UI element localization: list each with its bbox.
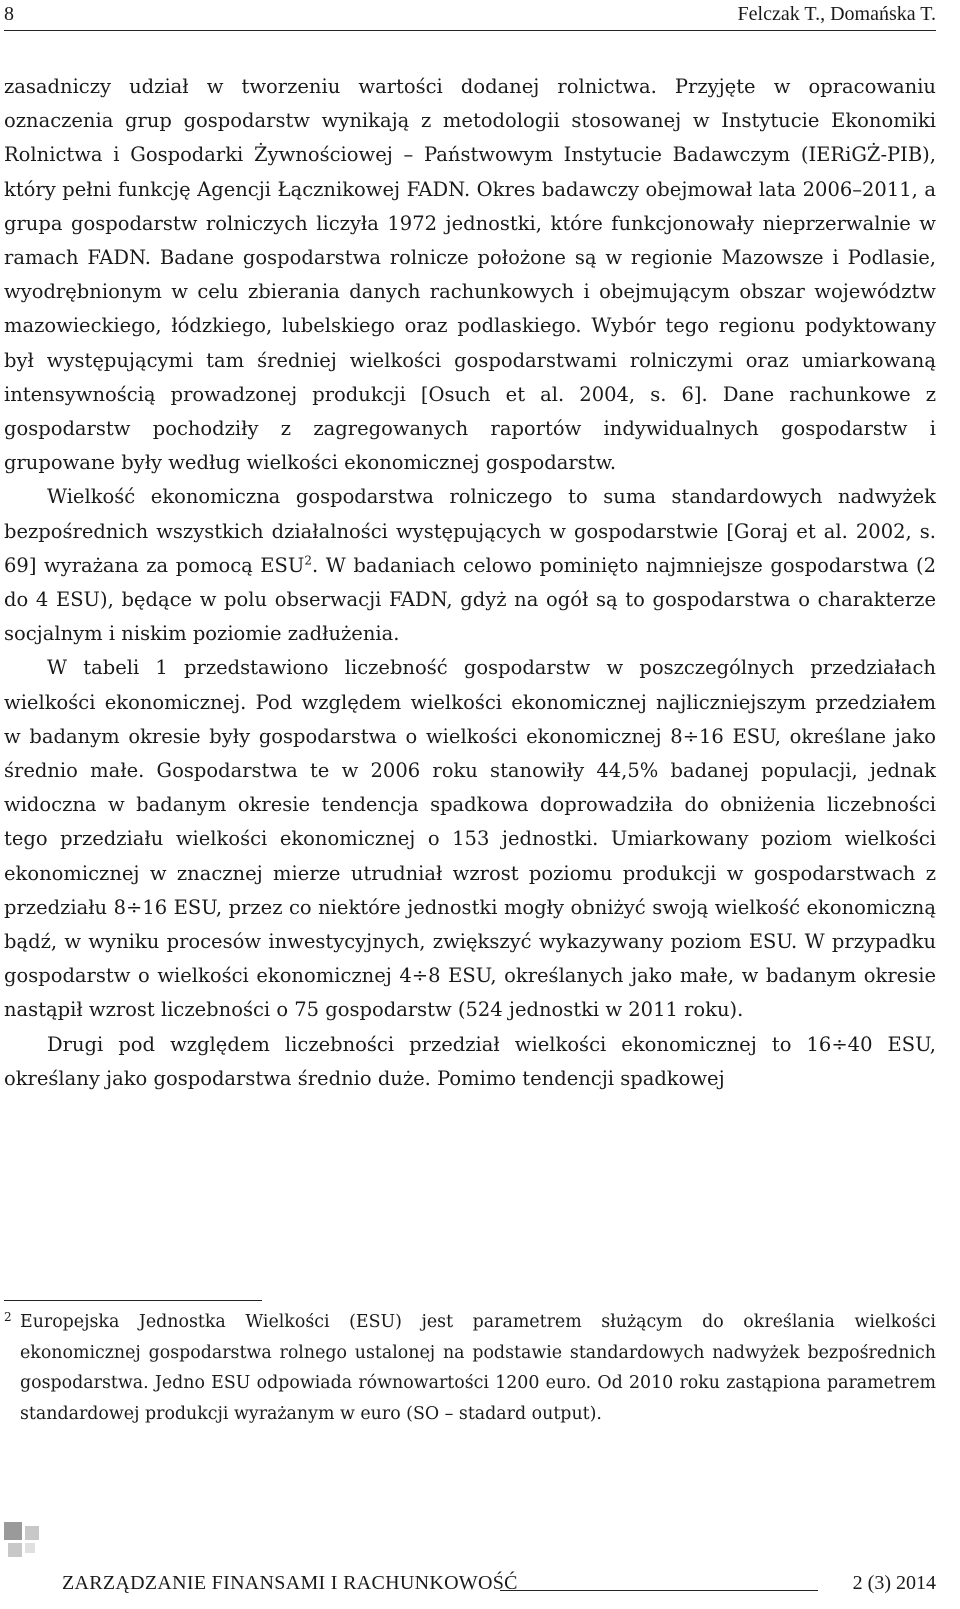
body-text — [4, 70, 936, 1096]
journal-title: ZARZĄDZANIE FINANSAMI I RACHUNKOWOŚĆ — [62, 1572, 518, 1594]
running-header — [4, 0, 936, 31]
journal-issue: 2 (3) 2014 — [852, 1572, 936, 1594]
footnote-mark: 2 — [4, 1310, 12, 1324]
footnote-text: Europejska Jednostka Wielkości (ESU) jest parametrem służącym do określania wielkości ekonomicznej gospodarstwa rolnego ustalonej na podstawie standardowych nadwyżek bezpośrednich gospodarstwa. Jedno ESU odpowiada równowartości 1200 euro. Od 2010 roku zastąpiona parametrem standardowej produkcji wyrażanym w euro (SO – stadard output). — [20, 1312, 936, 1424]
paragraph-methodology: zasadniczy udział w tworzeniu wartości dodanej rolnictwa. Przyjęte w opracowaniu oznaczenia grup gospodarstw wynikają z metodologii stosowanej w Instytucie Ekonomiki Rolnictwa i Gospodarki Żywnościowej – Państwowym Instytucie Badawczym (IERiGŻ-PIB), który pełni funkcję Agencji Łącznikowej FADN. Okres badawczy obejmował lata 2006–2011, a grupa gospodarstw rolniczych liczyła 1972 jednostki, które funkcjonowały nieprzerwalnie w ramach FADN. Badane gospodarstwa rolnicze położone są w regionie Mazowsze i Podlasie, wyodrębnionym w celu zbierania danych rachunkowych i obejmującym obszar województw mazowieckiego, łódzkiego, lubelskiego oraz podlaskiego. Wybór tego regionu podyktowany był występującymi tam średniej wielkości gospodarstwami rolniczymi oraz umiarkowaną intensywnością prowadzonej produkcji [Osuch et al. 2004, s. 6]. Dane rachunkowe z gospodarstw pochodziły z zagregowanych raportów indywidualnych gospodarstw i grupowane były według wielkości ekonomicznej gospodarstw. — [4, 75, 936, 475]
running-header-authors: Felczak T., Domańska T. — [737, 3, 936, 25]
paragraph-economic-size-text: Wielkość ekonomiczna gospodarstwa rolniczego to suma standardowych nadwyżek bezpośrednich wszystkich działalności występujących w gospodarstwie [Goraj et al. 2002, s. 69] wyrażana za pomocą ESU — [4, 485, 936, 577]
footnote — [4, 1307, 936, 1429]
paragraph-economic-size-text-cont: . W badaniach celowo pominięto najmniejsze gospodarstwa (2 do 4 ESU), będące w polu obserwacji FADN, gdyż na ogół są to gospodarstwa o charakterze socjalnym i niskim poziomie zadłużenia. — [4, 553, 936, 646]
paragraph-table-1: W tabeli 1 przedstawiono liczebność gospodarstw w poszczególnych przedziałach wielkości ekonomicznej. Pod względem wielkości ekonomicznej najliczniejszym przedziałem w badanym okresie były gospodarstwa o wielkości ekonomicznej 8÷16 ESU, określane jako średnio małe. Gospodarstwa te w 2006 roku stanowiły 44,5% badanej populacji, jednak widoczna w badanym okresie tendencja spadkowa doprowadziła do obniżenia liczebności tego przedziału wielkości ekonomicznej o 153 jednostki. Umiarkowany poziom wielkości ekonomicznej w znacznej mierze utrudniał wzrost poziomu produkcji w gospodarstwach z przedziału 8÷16 ESU, przez co niektóre jednostki mogły obniżyć swoją wielkość ekonomiczną bądź, w wyniku procesów inwestycyjnych, zwiększyć wykazywany poziom ESU. W przypadku gospodarstw o wielkości ekonomicznej 4÷8 ESU, określanych jako małe, w badanym okresie nastąpił wzrost liczebności o 75 gospodarstw (524 jednostki w 2011 roku). — [4, 656, 936, 1022]
footnote-reference[interactable]: 2 — [304, 553, 312, 568]
paragraph-economic-size — [4, 480, 936, 651]
footer-separator — [500, 1590, 818, 1591]
paragraph-second-group: Drugi pod względem liczebności przedział wielkości ekonomicznej to 16÷40 ESU, określany jako gospodarstwa średnio duże. Pomimo tendencji spadkowej — [4, 1032, 936, 1090]
footnote-separator — [4, 1300, 262, 1301]
journal-logo-icon — [4, 1522, 44, 1562]
page-number: 8 — [4, 3, 14, 25]
